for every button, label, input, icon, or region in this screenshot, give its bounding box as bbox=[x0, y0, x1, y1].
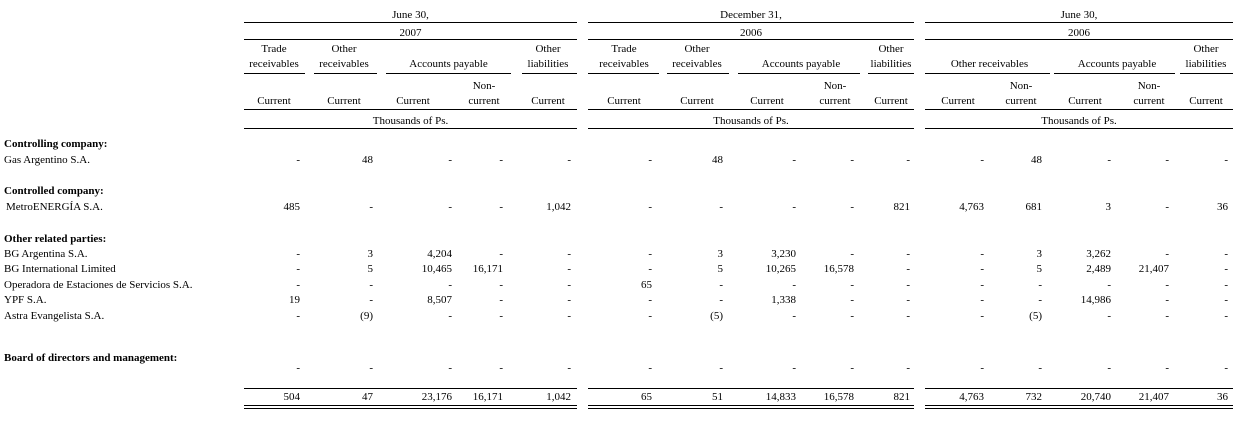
table-cell: 8,507 bbox=[427, 294, 452, 306]
table-cell: - bbox=[1038, 279, 1042, 291]
period-date-rule bbox=[925, 22, 1233, 23]
table-cell: - bbox=[906, 362, 910, 374]
table-cell: - bbox=[567, 310, 571, 322]
total-cell: 14,833 bbox=[765, 391, 796, 403]
totals-double-rule-2 bbox=[244, 408, 577, 409]
total-cell: 1,042 bbox=[546, 391, 571, 403]
table-cell: - bbox=[850, 248, 854, 260]
table-cell: (5) bbox=[710, 310, 723, 322]
table-cell: - bbox=[499, 201, 503, 213]
accounts-payable-header: Accounts payable bbox=[761, 58, 841, 70]
total-cell: 51 bbox=[712, 391, 723, 403]
period-date: December 31, bbox=[720, 9, 782, 21]
totals-double-rule-2 bbox=[925, 408, 1233, 409]
trade-receivables-header-line2: receivables bbox=[599, 58, 649, 70]
table-cell: - bbox=[906, 310, 910, 322]
table-cell: 821 bbox=[893, 201, 910, 213]
table-cell: 16,171 bbox=[472, 263, 503, 275]
other-liabilities-header-line1: Other bbox=[535, 43, 561, 55]
table-cell: - bbox=[850, 310, 854, 322]
other-liabilities-header-line2: liabilities bbox=[527, 58, 569, 70]
subheader-rule bbox=[588, 109, 914, 110]
table-cell: 19 bbox=[289, 294, 300, 306]
other-liabilities-header-line2: liabilities bbox=[1185, 58, 1227, 70]
table-cell: - bbox=[1165, 294, 1169, 306]
table-cell: - bbox=[1107, 154, 1111, 166]
table-cell: - bbox=[296, 362, 300, 374]
table-cell: 485 bbox=[283, 201, 300, 213]
table-cell: - bbox=[1224, 362, 1228, 374]
table-cell: - bbox=[980, 362, 984, 374]
trade-receivables-header-line2: receivables bbox=[249, 58, 299, 70]
total-cell: 16,171 bbox=[472, 391, 503, 403]
table-cell: - bbox=[906, 248, 910, 260]
table-cell: - bbox=[980, 154, 984, 166]
total-cell: 20,740 bbox=[1080, 391, 1111, 403]
table-cell: 1,338 bbox=[771, 294, 796, 306]
table-cell: 21,407 bbox=[1138, 263, 1169, 275]
table-cell: - bbox=[567, 248, 571, 260]
current-header: Current bbox=[874, 95, 908, 107]
table-cell: (9) bbox=[360, 310, 373, 322]
totals-double-rule-1 bbox=[925, 405, 1233, 406]
table-cell: - bbox=[369, 201, 373, 213]
table-cell: - bbox=[1224, 248, 1228, 260]
table-cell: 3 bbox=[1105, 201, 1111, 213]
other-liabilities-header-line1: Other bbox=[878, 43, 904, 55]
table-cell: 3 bbox=[1036, 248, 1042, 260]
period-date: June 30, bbox=[392, 9, 429, 21]
section-controlled-company: Controlled company: bbox=[4, 185, 104, 197]
row-label: Operadora de Estaciones de Servicios S.A. bbox=[4, 279, 193, 291]
current-header: Current bbox=[1189, 95, 1223, 107]
table-cell: 10,465 bbox=[421, 263, 452, 275]
group-header-rule bbox=[386, 73, 511, 74]
table-cell: - bbox=[1224, 294, 1228, 306]
current-header: Current bbox=[1068, 95, 1102, 107]
totals-top-rule bbox=[244, 388, 577, 389]
table-cell: 3,262 bbox=[1086, 248, 1111, 260]
table-cell: - bbox=[850, 362, 854, 374]
table-cell: - bbox=[980, 263, 984, 275]
unit-rule bbox=[244, 128, 577, 129]
row-label: YPF S.A. bbox=[4, 294, 47, 306]
table-cell: - bbox=[719, 362, 723, 374]
table-cell: 3 bbox=[717, 248, 723, 260]
period-year-rule bbox=[244, 39, 577, 40]
other-receivables-header-line2: receivables bbox=[672, 58, 722, 70]
table-cell: - bbox=[1165, 279, 1169, 291]
unit-label: Thousands of Ps. bbox=[372, 115, 449, 127]
table-cell: - bbox=[448, 362, 452, 374]
table-cell: 65 bbox=[641, 279, 652, 291]
unit-rule bbox=[588, 128, 914, 129]
group-header-rule bbox=[244, 73, 305, 74]
table-cell: - bbox=[296, 310, 300, 322]
row-label: Astra Evangelista S.A. bbox=[4, 310, 105, 322]
table-cell: - bbox=[499, 294, 503, 306]
total-cell: 821 bbox=[893, 391, 910, 403]
table-cell: 14,986 bbox=[1080, 294, 1111, 306]
table-cell: - bbox=[1107, 310, 1111, 322]
table-cell: - bbox=[906, 263, 910, 275]
table-cell: - bbox=[648, 154, 652, 166]
non-current-header-line2: current bbox=[1005, 95, 1037, 107]
table-cell: - bbox=[567, 154, 571, 166]
non-current-header-line2: current bbox=[819, 95, 851, 107]
table-cell: - bbox=[1224, 310, 1228, 322]
table-cell: - bbox=[648, 294, 652, 306]
table-cell: - bbox=[792, 154, 796, 166]
table-cell: 4,204 bbox=[427, 248, 452, 260]
table-cell: - bbox=[499, 362, 503, 374]
table-cell: - bbox=[1038, 362, 1042, 374]
table-cell: - bbox=[792, 201, 796, 213]
table-cell: - bbox=[567, 263, 571, 275]
table-cell: - bbox=[648, 310, 652, 322]
total-cell: 23,176 bbox=[421, 391, 452, 403]
table-cell: - bbox=[1224, 279, 1228, 291]
table-cell: - bbox=[499, 310, 503, 322]
section-controlling-company: Controlling company: bbox=[4, 138, 108, 150]
row-label: BG Argentina S.A. bbox=[4, 248, 88, 260]
current-header: Current bbox=[531, 95, 565, 107]
table-cell: - bbox=[1224, 263, 1228, 275]
non-current-header-line1: Non- bbox=[823, 80, 847, 92]
table-cell: - bbox=[648, 201, 652, 213]
table-cell: - bbox=[980, 310, 984, 322]
table-cell: - bbox=[719, 201, 723, 213]
period-year-rule bbox=[588, 39, 914, 40]
table-cell: 16,578 bbox=[823, 263, 854, 275]
row-label: Gas Argentino S.A. bbox=[4, 154, 90, 166]
table-cell: - bbox=[980, 248, 984, 260]
totals-double-rule-2 bbox=[588, 408, 914, 409]
table-cell: 5 bbox=[1036, 263, 1042, 275]
unit-label: Thousands of Ps. bbox=[1041, 115, 1117, 127]
current-header: Current bbox=[396, 95, 430, 107]
table-cell: - bbox=[1107, 362, 1111, 374]
accounts-payable-header: Accounts payable bbox=[409, 58, 488, 70]
table-cell: 48 bbox=[1031, 154, 1042, 166]
table-cell: 10,265 bbox=[765, 263, 796, 275]
table-cell: - bbox=[850, 294, 854, 306]
table-cell: - bbox=[499, 248, 503, 260]
table-cell: 48 bbox=[362, 154, 373, 166]
group-header-rule bbox=[868, 73, 914, 74]
non-current-header-line2: current bbox=[468, 95, 500, 107]
table-cell: - bbox=[850, 201, 854, 213]
table-cell: - bbox=[369, 294, 373, 306]
other-receivables-header-line2: receivables bbox=[319, 58, 369, 70]
section-other-related-parties: Other related parties: bbox=[4, 233, 107, 245]
table-cell: - bbox=[1165, 248, 1169, 260]
trade-receivables-header-line1: Trade bbox=[611, 43, 637, 55]
totals-top-rule bbox=[588, 388, 914, 389]
total-cell: 504 bbox=[283, 391, 300, 403]
table-cell: 5 bbox=[717, 263, 723, 275]
total-cell: 65 bbox=[641, 391, 652, 403]
current-header: Current bbox=[941, 95, 975, 107]
total-cell: 47 bbox=[362, 391, 373, 403]
totals-double-rule-1 bbox=[244, 405, 577, 406]
group-header-rule bbox=[738, 73, 860, 74]
table-cell: - bbox=[648, 263, 652, 275]
table-cell: 2,489 bbox=[1086, 263, 1111, 275]
row-label: BG International Limited bbox=[4, 263, 116, 275]
total-cell: 732 bbox=[1025, 391, 1042, 403]
subheader-rule bbox=[925, 109, 1233, 110]
table-cell: - bbox=[567, 279, 571, 291]
current-header: Current bbox=[257, 95, 291, 107]
table-cell: - bbox=[1107, 279, 1111, 291]
totals-double-rule-1 bbox=[588, 405, 914, 406]
table-cell: - bbox=[906, 154, 910, 166]
total-cell: 16,578 bbox=[823, 391, 854, 403]
table-cell: - bbox=[296, 263, 300, 275]
period-date: June 30, bbox=[1060, 9, 1098, 21]
group-header-rule bbox=[588, 73, 659, 74]
table-cell: - bbox=[567, 294, 571, 306]
other-liabilities-header-line2: liabilities bbox=[870, 58, 912, 70]
table-cell: - bbox=[1165, 310, 1169, 322]
other-receivables-header-line1: Other bbox=[684, 43, 710, 55]
non-current-header-line1: Non- bbox=[1137, 80, 1161, 92]
table-cell: - bbox=[448, 310, 452, 322]
period-year: 2006 bbox=[1068, 27, 1090, 39]
table-cell: 3,230 bbox=[771, 248, 796, 260]
non-current-header-line1: Non- bbox=[472, 80, 496, 92]
table-cell: - bbox=[648, 362, 652, 374]
other-receivables-header-line1: Other bbox=[331, 43, 357, 55]
group-header-rule bbox=[1180, 73, 1233, 74]
unit-rule bbox=[925, 128, 1233, 129]
current-header: Current bbox=[750, 95, 784, 107]
total-cell: 21,407 bbox=[1138, 391, 1169, 403]
totals-top-rule bbox=[925, 388, 1233, 389]
other-liabilities-header-line1: Other bbox=[1193, 43, 1219, 55]
table-cell: - bbox=[296, 154, 300, 166]
table-cell: - bbox=[448, 279, 452, 291]
row-label: MetroENERGÍA S.A. bbox=[6, 201, 103, 213]
table-cell: - bbox=[792, 310, 796, 322]
table-cell: 48 bbox=[712, 154, 723, 166]
table-cell: - bbox=[906, 279, 910, 291]
table-cell: - bbox=[850, 154, 854, 166]
group-header-rule bbox=[925, 73, 1050, 74]
group-header-rule bbox=[1054, 73, 1175, 74]
table-cell: - bbox=[792, 279, 796, 291]
group-header-rule bbox=[667, 73, 729, 74]
table-cell: - bbox=[567, 362, 571, 374]
table-cell: - bbox=[906, 294, 910, 306]
table-cell: - bbox=[648, 248, 652, 260]
table-cell: - bbox=[1165, 362, 1169, 374]
table-cell: (5) bbox=[1029, 310, 1042, 322]
trade-receivables-header-line1: Trade bbox=[261, 43, 287, 55]
period-year-rule bbox=[925, 39, 1233, 40]
table-cell: 681 bbox=[1025, 201, 1042, 213]
table-cell: - bbox=[369, 362, 373, 374]
table-cell: - bbox=[719, 279, 723, 291]
table-cell: - bbox=[448, 154, 452, 166]
period-year: 2006 bbox=[740, 27, 762, 39]
table-cell: 3 bbox=[367, 248, 373, 260]
current-header: Current bbox=[607, 95, 641, 107]
table-cell: - bbox=[719, 294, 723, 306]
group-header-rule bbox=[314, 73, 377, 74]
non-current-header-line2: current bbox=[1133, 95, 1165, 107]
table-cell: 36 bbox=[1217, 201, 1228, 213]
total-cell: 36 bbox=[1217, 391, 1228, 403]
table-cell: - bbox=[980, 294, 984, 306]
table-cell: - bbox=[1038, 294, 1042, 306]
table-cell: - bbox=[499, 154, 503, 166]
table-cell: - bbox=[296, 248, 300, 260]
period-date-rule bbox=[244, 22, 577, 23]
table-cell: - bbox=[296, 279, 300, 291]
accounts-payable-header: Accounts payable bbox=[1077, 58, 1157, 70]
table-cell: - bbox=[850, 279, 854, 291]
table-cell: - bbox=[369, 279, 373, 291]
table-cell: 1,042 bbox=[546, 201, 571, 213]
table-cell: - bbox=[448, 201, 452, 213]
table-cell: 5 bbox=[367, 263, 373, 275]
non-current-header-line1: Non- bbox=[1009, 80, 1033, 92]
other-receivables-header: Other receivables bbox=[950, 58, 1029, 70]
current-header: Current bbox=[680, 95, 714, 107]
table-cell: - bbox=[1165, 201, 1169, 213]
total-cell: 4,763 bbox=[959, 391, 984, 403]
table-cell: - bbox=[980, 279, 984, 291]
period-date-rule bbox=[588, 22, 914, 23]
subheader-rule bbox=[244, 109, 577, 110]
group-header-rule bbox=[522, 73, 577, 74]
period-year: 2007 bbox=[399, 27, 422, 39]
unit-label: Thousands of Ps. bbox=[713, 115, 789, 127]
table-cell: - bbox=[792, 362, 796, 374]
table-cell: - bbox=[1224, 154, 1228, 166]
section-board-of-directors: Board of directors and management: bbox=[4, 352, 178, 364]
current-header: Current bbox=[327, 95, 361, 107]
table-cell: - bbox=[499, 279, 503, 291]
table-cell: - bbox=[1165, 154, 1169, 166]
table-cell: 4,763 bbox=[959, 201, 984, 213]
